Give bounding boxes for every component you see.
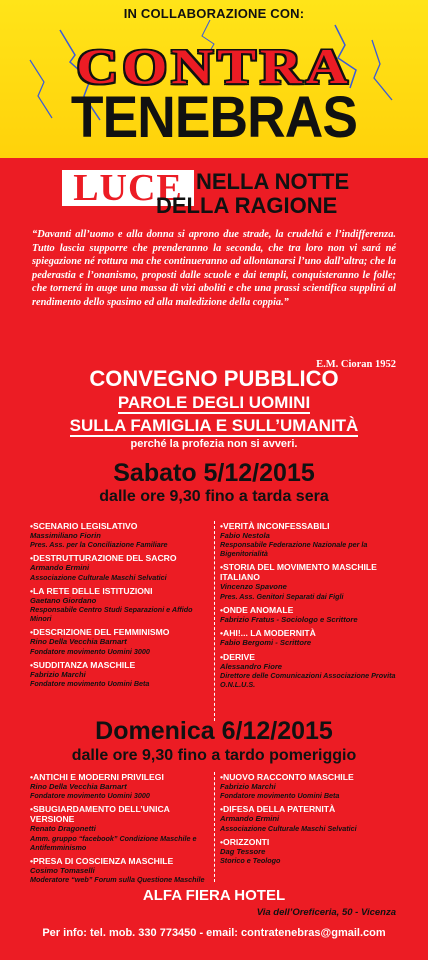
talk-speaker: Fabio Bergomi - Scrittore (220, 638, 312, 648)
talk-speaker: Fabrizio Marchi (220, 782, 276, 791)
talk-speaker: Fabrizio Fratus - Sociologo e Scrittore (220, 614, 358, 624)
sunday-left-column (30, 772, 210, 888)
talk-role: Fondatore movimento Uomini 3000 (30, 646, 150, 656)
convegno-title: CONVEGNO PUBBLICO (89, 366, 339, 391)
talk-title: • DIFESA DELLA PATERNITÀ (220, 804, 400, 814)
talk-speaker: Dag Tessore (220, 846, 266, 856)
talk-title: • LA RETE DELLE ISTITUZIONI (30, 586, 210, 596)
talk-role: Fondatore movimento Uomini Beta (30, 679, 150, 689)
talk-role: Moderatore “web” Forum sulla Questione Maschile (30, 875, 205, 885)
talk-title: • DESTRUTTURAZIONE DEL SACRO (30, 553, 210, 563)
talk-speaker: Massimiliano Fiorin (30, 531, 101, 540)
talk-item (30, 627, 210, 655)
venue-address: Via dell’Oreficeria, 50 - Vicenza (256, 907, 396, 918)
talk-role: Storico e Teologo (220, 856, 281, 866)
talk-speaker: Alessandro Fiore (220, 661, 283, 671)
saturday-left-column (30, 521, 210, 692)
talk-role: Responsabile Centro Studi Separazioni e Affido Minori (30, 605, 193, 624)
convegno-line-2-text: SULLA FAMIGLIA E SULL’UMANITÀ (69, 416, 359, 435)
talk-role: Fondatore movimento Uomini Beta (220, 791, 340, 801)
talk-role: Fondatore movimento Uomini 3000 (30, 791, 150, 801)
talk-role: Direttore delle Comunicazioni Associazione Provita O.N.L.U.S. (220, 671, 396, 690)
talk-item (220, 772, 400, 800)
talk-item (220, 562, 400, 600)
talk-speaker: Fabio Nestola (220, 531, 270, 540)
sunday-right-column (220, 772, 400, 869)
contact-info: Per info: tel. mob. 330 773450 - email: contratenebras@gmail.com (42, 927, 386, 939)
saturday-divider (214, 521, 215, 721)
logo-contra: CONTRA (76, 38, 352, 95)
talk-title: • PRESA DI COSCIENZA MASCHILE (30, 856, 210, 866)
talk-role: Responsabile Federazione Nazionale per la Bigenitorialità (220, 540, 368, 559)
talk-title: • AHI!... LA MODERNITÀ (220, 628, 400, 638)
talk-item (30, 856, 210, 884)
sunday-divider (214, 772, 215, 882)
convegno-line-1 (0, 393, 428, 413)
talk-item (220, 628, 400, 647)
talk-speaker: Renato Dragonetti (30, 824, 96, 834)
talk-title: • SBUGIARDAMENTO DELL’UNICA VERSIONE (30, 804, 210, 824)
talk-item (30, 586, 210, 623)
talk-title: • VERITÀ INCONFESSABILI (220, 521, 400, 531)
talk-item (30, 521, 210, 549)
talk-title: • ANTICHI E MODERNI PRIVILEGI (30, 772, 210, 782)
subtitle-line-1: NELLA NOTTE (196, 169, 350, 194)
talk-role: Associazione Culturale Maschi Selvatici (30, 572, 167, 582)
saturday-right-column (220, 521, 400, 693)
talk-title: • SUDDITANZA MASCHILE (30, 660, 210, 670)
talk-role: Pres. Ass. per la Conciliazione Familiare (30, 540, 168, 550)
talk-title: • SCENARIO LEGISLATIVO (30, 521, 210, 531)
talk-item (30, 553, 210, 581)
talk-role: Associazione Culturale Maschi Selvatici (220, 823, 357, 833)
convegno-note: perché la profezia non si avveri. (130, 438, 298, 450)
convegno-line-1-text: PAROLE DEGLI UOMINI (117, 393, 311, 412)
talk-speaker: Gaetano Giordano (30, 595, 97, 605)
collaboration-label: IN COLLABORAZIONE CON: (123, 6, 305, 21)
saturday-time: dalle ore 9,30 fino a tarda sera (99, 488, 329, 505)
talk-speaker: Fabrizio Marchi (30, 669, 86, 679)
talk-title: • DESCRIZIONE DEL FEMMINISMO (30, 627, 210, 637)
luce-title: LUCE (62, 170, 194, 206)
talk-title: • DERIVE (220, 652, 400, 662)
sunday-date: Domenica 6/12/2015 (95, 717, 333, 745)
talk-role: Amm. gruppo “facebook” Condizione Maschile e Antifemminismo (30, 833, 197, 852)
talk-title: • NUOVO RACCONTO MASCHILE (220, 772, 400, 782)
saturday-date: Sabato 5/12/2015 (113, 459, 315, 487)
convegno-line-2 (0, 416, 428, 436)
talk-item (30, 660, 210, 688)
header-banner (0, 0, 428, 158)
talk-item (220, 804, 400, 832)
talk-title: • ONDE ANOMALE (220, 605, 400, 615)
sunday-time: dalle ore 9,30 fino a tardo pomeriggio (71, 747, 357, 764)
venue-name: ALFA FIERA HOTEL (142, 887, 286, 904)
talk-item (220, 605, 400, 624)
talk-speaker: Armando Ermini (30, 563, 90, 573)
talk-item (30, 804, 210, 851)
subtitle-line-2: DELLA RAGIONE (156, 193, 338, 218)
talk-item (220, 837, 400, 865)
talk-item (220, 652, 400, 689)
talk-speaker: Cosimo Tomaselli (30, 865, 95, 875)
talk-speaker: Rino Della Vecchia Barnart (30, 782, 127, 791)
talk-item (220, 521, 400, 558)
talk-item (30, 772, 210, 800)
talk-title: • ORIZZONTI (220, 837, 400, 847)
talk-role: Pres. Ass. Genitori Separati dai Figli (220, 591, 344, 601)
talk-speaker: Rino Della Vecchia Barnart (30, 637, 127, 647)
logo-tenebras: TENEBRAS (70, 85, 358, 150)
talk-title: • STORIA DEL MOVIMENTO MASCHILE ITALIANO (220, 562, 400, 582)
talk-speaker: Vincenzo Spavone (220, 582, 287, 592)
quote-author: E.M. Cioran 1952 (316, 359, 396, 370)
talk-speaker: Armando Ermini (220, 814, 280, 824)
quote-text: “Davanti all’uomo e alla donna si aprono due strade, la crudeltá e l’indifferenza. Tutto lascia supporre che prenderanno la seconda, che tra loro non vi sará né spiegazione né rottura ma che continueranno ad allontanarsi l’uno dall’altra; che la pederastia e l’onanismo, proposti dalle scuole e dai templi, conquisteranno le folle; che tornerá in auge una massa di vizi aboliti e che una prassi scientifica supplirá al rendimento dello spasimo ed alla maledizione della coppia.” (32, 229, 396, 308)
